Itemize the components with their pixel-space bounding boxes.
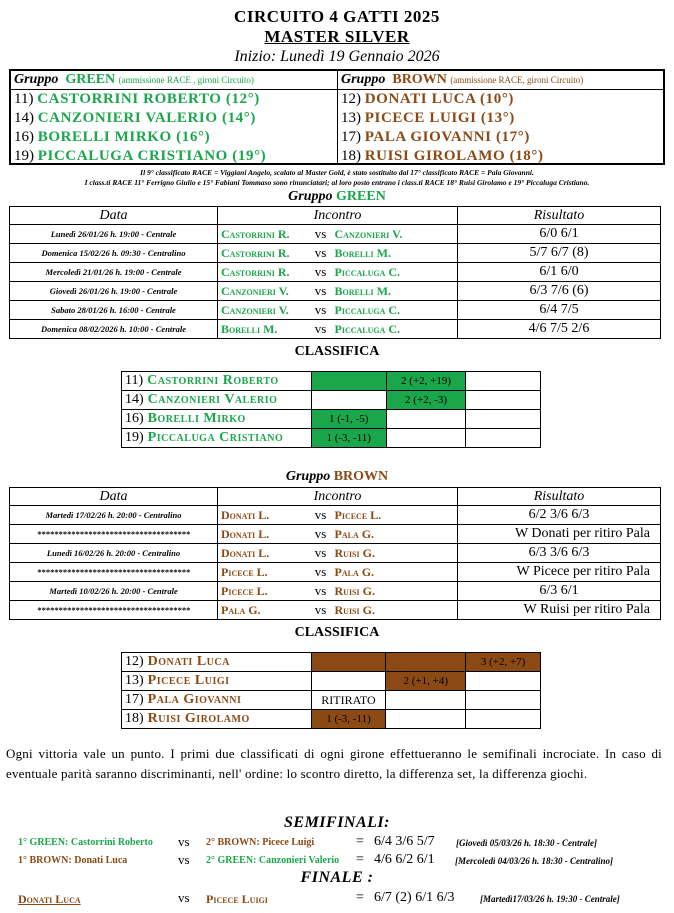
match-row: Lunedì 26/01/26 h. 19:00 - Centrale Castorrini R. vs Canzonieri V. 6/0 6/1 [10, 225, 661, 244]
standing-row: 12) Donati Luca 3 (+2, +7) [122, 653, 541, 672]
col-result: Risultato [458, 207, 661, 225]
match-row: Martedì 17/02/26 h. 20:00 - Centralino Donati L. vs Picece L. 6/2 3/6 6/3 [10, 506, 661, 525]
group-green-name: GREEN [65, 72, 116, 87]
col-result: Risultato [458, 488, 661, 506]
match-row: Mercoledì 21/01/26 h. 19:00 - Centrale Castorrini R. vs Piccaluga C. 6/1 6/0 [10, 263, 661, 282]
col-match: Incontro [218, 207, 458, 225]
match-row: Giovedì 26/01/26 h. 19:00 - Centrale Canzonieri V. vs Borelli M. 6/3 7/6 (6) [10, 282, 661, 301]
semifinals-title: SEMIFINALI: [284, 814, 390, 831]
standing-row: 14) Canzonieri Valerio 2 (+2, -3) [122, 391, 541, 410]
table-header-row [10, 207, 661, 225]
col-match: Incontro [218, 488, 458, 506]
match-row: Martedì 10/02/26 h. 20:00 - Centrale Picece L. vs Ruisi G. 6/3 6/1 [10, 582, 661, 601]
match-row: Domenica 15/02/26 h. 09:30 - Centralino Castorrini R. vs Borelli M. 5/7 6/7 (8) [10, 244, 661, 263]
match-row: Domenica 08/02/2026 h. 10:00 - Centrale Borelli M. vs Piccaluga C. 4/6 7/5 2/6 [10, 320, 661, 339]
group-green-player: 16) BORELLI MIRKO (16°) [14, 129, 211, 145]
tournament-subtitle: MASTER SILVER [264, 27, 410, 46]
standing-row: 18) Ruisi Girolamo 1 (-3, -11) [122, 710, 541, 729]
match-row: ************************************ Donati L. vs Pala G. W Donati per ritiro Pala [10, 525, 661, 544]
standing-row: 13) Picece Luigi 2 (+1, +4) [122, 672, 541, 691]
group-brown-header [338, 71, 663, 90]
green-standings-title: CLASSIFICA [294, 344, 380, 359]
group-green-player: 14) CANZONIERI VALERIO (14°) [14, 110, 256, 126]
group-prefix: Gruppo [341, 72, 386, 87]
group-green-player: 11) CASTORRINI ROBERTO (12°) [14, 91, 260, 107]
replacement-note: Il 9° classificato RACE = Viggiani Angelo, scalato al Master Gold, è stato sostituito dal 17° classificato RACE = Pala Giovanni. [140, 168, 534, 177]
green-standings-table [121, 371, 541, 448]
group-brown-player: 18) RUISI GIROLAMO (18°) [341, 148, 544, 164]
group-green-section-title: Gruppo GREEN [288, 189, 386, 204]
col-date: Data [10, 488, 218, 506]
group-brown-player: 17) PALA GIOVANNI (17°) [341, 129, 530, 145]
group-green-header [11, 71, 337, 90]
group-brown-player: 13) PICECE LUIGI (13°) [341, 110, 515, 126]
group-brown-column [337, 71, 663, 163]
withdrawal-note: I class.ti RACE 11° Ferrigno Giulio e 15° Fabiani Tommaso sono rinunciatari; al loro posto entrano i class.ti RACE 18° Ruisi Girolamo e 19° Piccaluga Cristiano. [84, 178, 590, 187]
brown-matches-table [9, 487, 661, 620]
group-brown-player: 12) DONATI LUCA (10°) [341, 91, 515, 107]
brown-standings-table [121, 652, 541, 729]
standing-row: 19) Piccaluga Cristiano 1 (-3, -11) [122, 429, 541, 448]
match-row: ************************************ Pala G. vs Ruisi G. W Ruisi per ritiro Pala [10, 601, 661, 620]
col-date: Data [10, 207, 218, 225]
table-header-row [10, 488, 661, 506]
group-brown-note: (ammissione RACE, gironi Circuito) [450, 75, 584, 85]
start-date: Inizio: Lunedì 19 Gennaio 2026 [234, 48, 440, 65]
group-brown-name: BROWN [392, 72, 447, 87]
match-row: Sabato 28/01/26 h. 16:00 - Centrale Canzonieri V. vs Piccaluga C. 6/4 7/5 [10, 301, 661, 320]
standing-row: 16) Borelli Mirko 1 (-1, -5) [122, 410, 541, 429]
standing-row: 11) Castorrini Roberto 2 (+2, +19) [122, 372, 541, 391]
final-row: Donati Luca vs Picece Luigi = 6/7 (2) 6/1 6/3 [Martedì17/03/26 h. 19:30 - Centrale] [18, 890, 620, 906]
group-prefix: Gruppo [14, 72, 59, 87]
tournament-title: CIRCUITO 4 GATTI 2025 [234, 7, 440, 26]
groups-box [9, 69, 665, 165]
semifinal-row: 1° GREEN: Castorrini Roberto vs 2° BROWN: Picece Luigi = 6/4 3/6 5/7 [Giovedì 05/03/26 h. 18:30 - Centrale] [18, 834, 597, 849]
group-green-note: (ammissione RACE , gironi Circuito) [118, 75, 254, 85]
standing-row: 17) Pala Giovanni RITIRATO [122, 691, 541, 710]
group-green-player: 19) PICCALUGA CRISTIANO (19°) [14, 148, 267, 164]
green-matches-table [9, 206, 661, 339]
group-green-column [11, 71, 337, 163]
match-row: ************************************ Picece L. vs Pala G. W Picece per ritiro Pala [10, 563, 661, 582]
rules-paragraph: Ogni vittoria vale un punto. I primi due classificati di ogni girone effettueranno le semifinali incrociate. In caso di eventuale parità saranno discriminanti, nell' ordine: lo scontro diretto, la differenza set, la differenza giochi. [6, 746, 662, 781]
group-brown-section-title: Gruppo BROWN [285, 469, 389, 484]
final-title: FINALE : [300, 869, 374, 886]
semifinal-row: 1° BROWN: Donati Luca vs 2° GREEN: Canzonieri Valerio = 4/6 6/2 6/1 [Mercoledì 04/03/26 h. 18:30 - Centralino] [18, 852, 613, 867]
brown-standings-title: CLASSIFICA [294, 625, 380, 640]
match-row: Lunedì 16/02/26 h. 20:00 - Centralino Donati L. vs Ruisi G. 6/3 3/6 6/3 [10, 544, 661, 563]
